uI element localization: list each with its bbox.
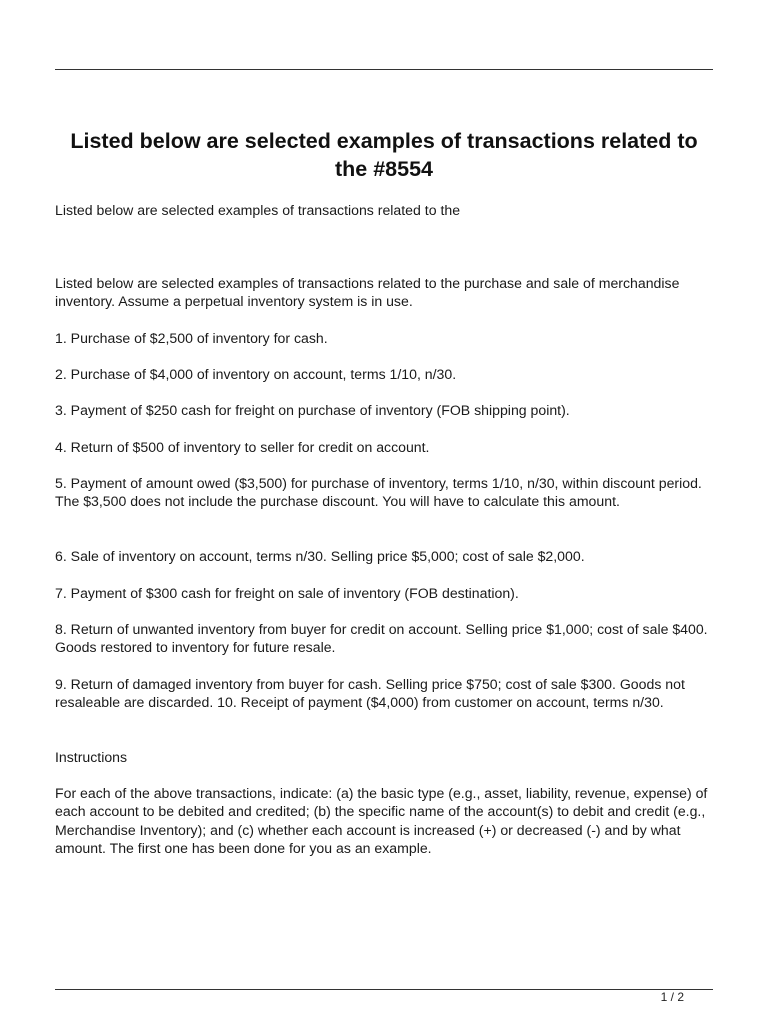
footer-divider <box>55 989 713 990</box>
instructions-text: For each of the above transactions, indicate: (a) the basic type (e.g., asset, liability, revenue, expense) of each account to be debited and credited; (b) the specific name of the account(s) to debit and credit (e.g., Merchandise Inventory); and (c) whether each account is increased (+) or decreased (-) and by what amount. The first one has been done for you as an example. <box>55 785 708 856</box>
paragraph-intro: Listed below are selected examples of transactions related to the purchase and sale of merchandise inventory. Assume a perpetual inventory system is in use. <box>55 275 680 310</box>
transaction-item-4: 4. Return of $500 of inventory to seller for credit on account. <box>55 439 430 455</box>
transaction-item-3: 3. Payment of $250 cash for freight on purchase of inventory (FOB shipping point). <box>55 402 570 418</box>
transaction-item-9-10: 9. Return of damaged inventory from buyer for cash. Selling price $750; cost of sale $300. Goods not resaleable are discarded. 10. Receipt of payment ($4,000) from customer on account, terms n/30. <box>55 676 685 711</box>
header-divider <box>55 69 713 70</box>
transaction-item-6: 6. Sale of inventory on account, terms n/30. Selling price $5,000; cost of sale $2,000. <box>55 548 585 564</box>
transaction-item-2: 2. Purchase of $4,000 of inventory on account, terms 1/10, n/30. <box>55 366 457 382</box>
document-title: Listed below are selected examples of transactions related to the #8554 <box>70 129 698 181</box>
transaction-item-8: 8. Return of unwanted inventory from buyer for credit on account. Selling price $1,000; cost of sale $400. Goods restored to inventory for future resale. <box>55 621 708 656</box>
instructions-heading: Instructions <box>55 749 128 765</box>
intro-line: Listed below are selected examples of transactions related to the <box>55 202 461 218</box>
transaction-item-1: 1. Purchase of $2,500 of inventory for cash. <box>55 330 328 346</box>
transaction-item-7: 7. Payment of $300 cash for freight on sale of inventory (FOB destination). <box>55 585 519 601</box>
page-indicator: 1 / 2 <box>660 990 684 1004</box>
transaction-item-5: 5. Payment of amount owed ($3,500) for purchase of inventory, terms 1/10, n/30, within discount period. The $3,500 does not include the purchase discount. You will have to calculate this amount. <box>55 475 702 510</box>
